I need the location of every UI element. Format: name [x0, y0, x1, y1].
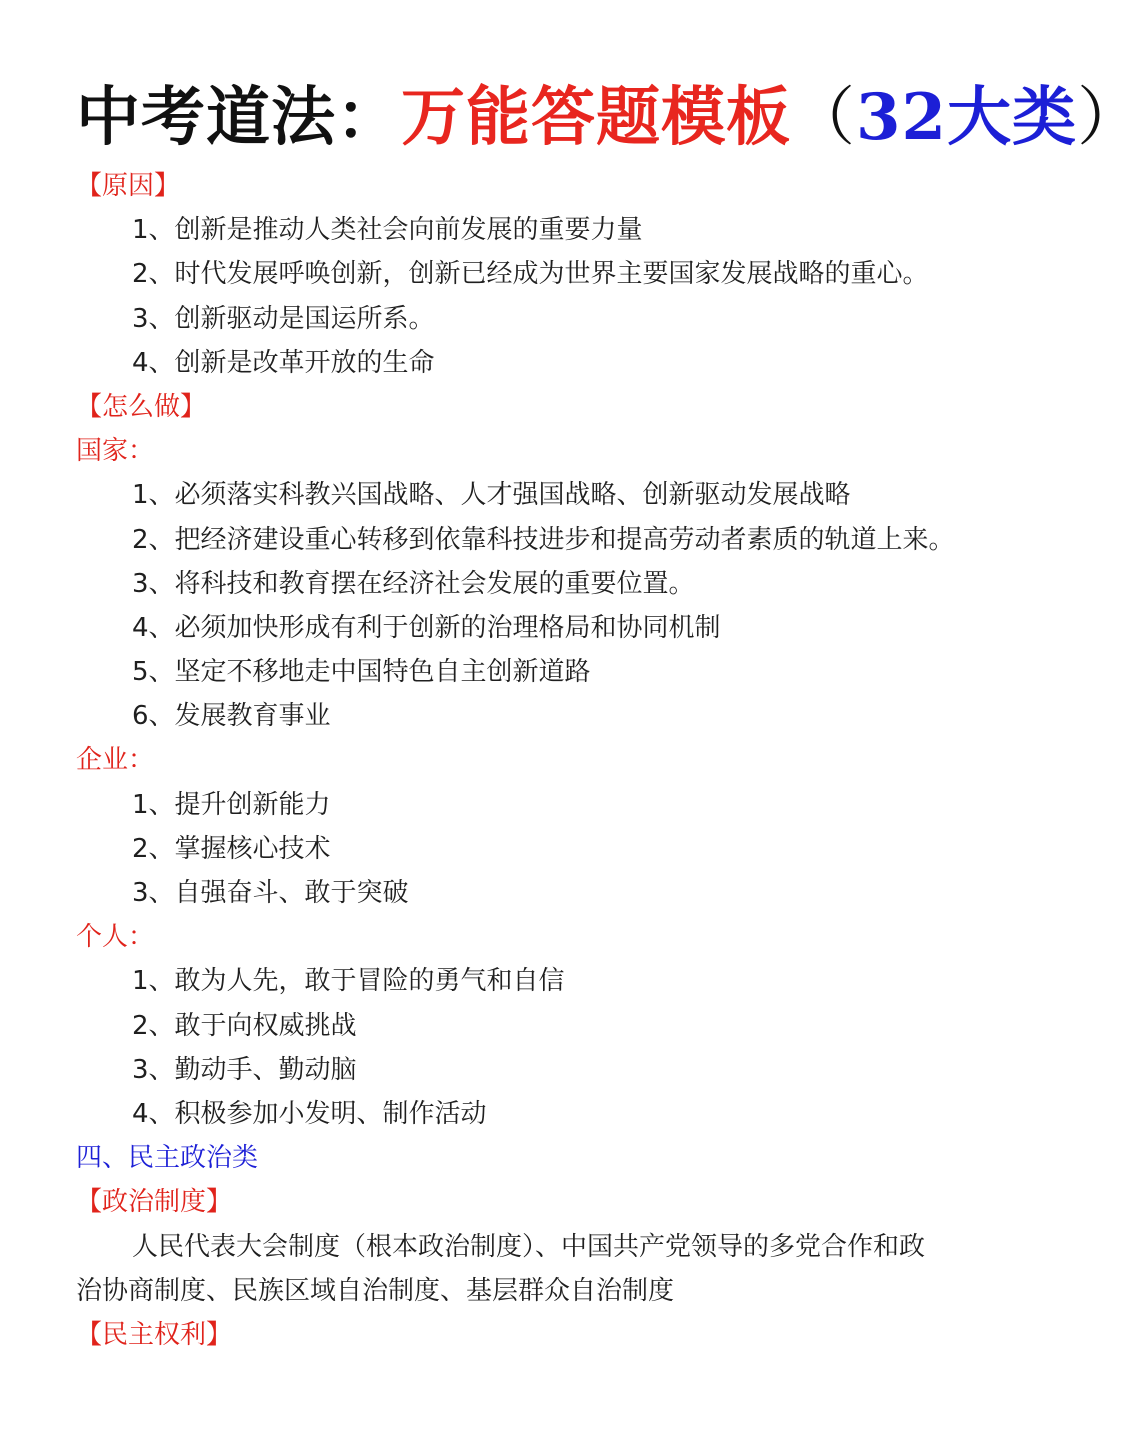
title-count: 32大类	[856, 80, 1078, 155]
political-system-text-line2: 治协商制度、民族区域自治制度、基层群众自治制度	[76, 1275, 675, 1306]
individual-item: 2、敢于向权威挑战	[132, 1010, 357, 1041]
reason-item: 1、创新是推动人类社会向前发展的重要力量	[132, 215, 643, 246]
country-item: 1、必须落实科教兴国战略、人才强国战略、创新驱动发展战略	[132, 480, 851, 511]
reason-item: 2、时代发展呼唤创新，创新已经成为世界主要国家发展战略的重心。	[132, 259, 929, 290]
individual-item: 4、积极参加小发明、制作活动	[132, 1098, 487, 1129]
country-item: 6、发展教育事业	[132, 701, 331, 732]
country-item: 5、坚定不移地走中国特色自主创新道路	[132, 657, 591, 688]
country-label: 国家：	[76, 436, 155, 467]
enterprise-label: 企业：	[76, 745, 155, 776]
title-open-paren: （	[791, 81, 856, 155]
country-item: 2、把经济建设重心转移到依靠科技进步和提高劳动者素质的轨道上来。	[132, 524, 955, 555]
content-body	[0, 164, 1080, 1357]
page-title	[76, 78, 1142, 158]
democratic-rights-heading: 【民主权利】	[76, 1319, 233, 1350]
enterprise-item: 2、掌握核心技术	[132, 833, 331, 864]
enterprise-item: 1、提升创新能力	[132, 789, 331, 820]
country-item: 4、必须加快形成有利于创新的治理格局和协同机制	[132, 612, 721, 643]
political-system-heading: 【政治制度】	[76, 1187, 233, 1218]
reason-item: 4、创新是改革开放的生命	[132, 347, 435, 378]
individual-item: 3、勤动手、勤动脑	[132, 1054, 357, 1085]
individual-item: 1、敢为人先，敢于冒险的勇气和自信	[132, 966, 565, 997]
section-democratic-politics: 四、民主政治类	[76, 1143, 259, 1174]
title-main: 万能答题模板	[401, 80, 791, 155]
title-subject: 中考道法：	[76, 80, 401, 155]
reason-item: 3、创新驱动是国运所系。	[132, 303, 435, 334]
reasons-heading: 【原因】	[76, 171, 181, 201]
title-close-paren: ）	[1077, 81, 1142, 155]
enterprise-item: 3、自强奋斗、敢于突破	[132, 878, 409, 908]
how-heading: 【怎么做】	[76, 391, 207, 422]
individual-label: 个人：	[76, 922, 155, 953]
country-item: 3、将科技和教育摆在经济社会发展的重要位置。	[132, 568, 695, 599]
political-system-text-line1: 人民代表大会制度（根本政治制度）、中国共产党领导的多党合作和政	[132, 1231, 926, 1262]
